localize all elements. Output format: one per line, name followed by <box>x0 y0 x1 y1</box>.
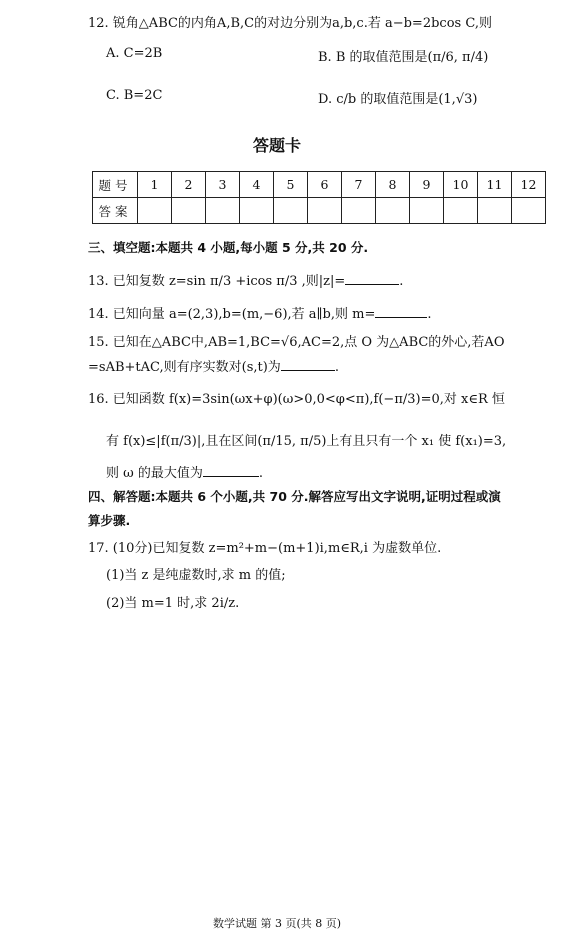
answer-cell[interactable] <box>206 198 240 224</box>
answer-cell[interactable] <box>172 198 206 224</box>
question-number-cell: 3 <box>206 172 240 198</box>
answer-cell[interactable] <box>274 198 308 224</box>
q13-text: 13. 已知复数 z=sin π/3 +icos π/3 ,则|z|= <box>88 274 346 289</box>
q12-option-c: C. B=2C <box>106 88 163 103</box>
q16-text: 则 ω 的最大值为 <box>106 466 203 481</box>
question-number-cell: 12 <box>512 172 546 198</box>
answer-cell[interactable] <box>478 198 512 224</box>
answer-cell[interactable] <box>444 198 478 224</box>
answer-card-title: 答题卡 <box>253 136 302 155</box>
answer-cell[interactable] <box>138 198 172 224</box>
answer-card-answer-row <box>93 198 546 224</box>
question-number-cell: 7 <box>342 172 376 198</box>
q16-line3 <box>106 462 263 481</box>
q16-line1: 16. 已知函数 f(x)=3sin(ωx+φ)(ω>0,0<φ<π),f(−π/3)=0,对 x∈R 恒 <box>88 392 505 407</box>
q12-option-b: B. B 的取值范围是(π/6, π/4) <box>318 50 489 65</box>
q15-line2 <box>88 356 339 375</box>
q16-end: . <box>258 466 264 481</box>
q13-end: . <box>399 274 404 289</box>
answer-cell[interactable] <box>410 198 444 224</box>
q15-end: . <box>334 360 339 375</box>
answer-cell[interactable] <box>308 198 342 224</box>
answer-card-row2-label: 答案 <box>93 198 138 224</box>
q17-part2: (2)当 m=1 时,求 2i/z. <box>106 596 240 611</box>
section-3-heading: 三、填空题:本题共 4 小题,每小题 5 分,共 20 分. <box>88 240 369 255</box>
q16-blank[interactable] <box>203 464 259 477</box>
q14-text: 14. 已知向量 a=(2,3),b=(m,−6),若 a∥b,则 m= <box>88 307 376 322</box>
question-number-cell: 2 <box>172 172 206 198</box>
question-number-cell: 4 <box>240 172 274 198</box>
question-number-cell: 1 <box>138 172 172 198</box>
q12-option-d: D. c/b 的取值范围是(1,√3) <box>318 92 478 107</box>
q15-line1: 15. 已知在△ABC中,AB=1,BC=√6,AC=2,点 O 为△ABC的外心,若AO <box>88 335 505 350</box>
question-number-cell: 10 <box>444 172 478 198</box>
page-footer: 数学试题 第 3 页(共 8 页) <box>213 917 342 930</box>
q16-line2: 有 f(x)≤|f(π/3)|,且在区间(π/15, π/5)上有且只有一个 x₁ 使 f(x₁)=3, <box>106 434 507 449</box>
question-number-cell: 11 <box>478 172 512 198</box>
question-number-cell: 5 <box>274 172 308 198</box>
q14-end: . <box>427 307 432 322</box>
question-number-cell: 9 <box>410 172 444 198</box>
answer-cell[interactable] <box>512 198 546 224</box>
q14-blank[interactable] <box>375 305 427 318</box>
q12-stem: 12. 锐角△ABC的内角A,B,C的对边分别为a,b,c.若 a−b=2bcos C,则 <box>88 16 492 31</box>
answer-cell[interactable] <box>342 198 376 224</box>
answer-card-table <box>92 171 546 224</box>
answer-cell[interactable] <box>240 198 274 224</box>
q12-option-a: A. C=2B <box>106 46 163 61</box>
question-number-cell: 8 <box>376 172 410 198</box>
section-4-heading-line1: 四、解答题:本题共 6 个小题,共 70 分.解答应写出文字说明,证明过程或演 <box>88 489 501 504</box>
answer-card-number-row <box>93 172 546 198</box>
section-4-heading-line2: 算步骤. <box>88 513 131 528</box>
q17-part1: (1)当 z 是纯虚数时,求 m 的值; <box>106 568 286 583</box>
q14 <box>88 303 431 322</box>
answer-cell[interactable] <box>376 198 410 224</box>
q17-stem: 17. (10分)已知复数 z=m²+m−(m+1)i,m∈R,i 为虚数单位. <box>88 541 442 556</box>
q13 <box>88 270 403 289</box>
q15-blank[interactable] <box>281 358 335 371</box>
q15-text: =sAB+tAC,则有序实数对(s,t)为 <box>88 360 281 375</box>
answer-card-row1-label: 题号 <box>93 172 138 198</box>
question-number-cell: 6 <box>308 172 342 198</box>
q13-blank[interactable] <box>345 272 399 285</box>
